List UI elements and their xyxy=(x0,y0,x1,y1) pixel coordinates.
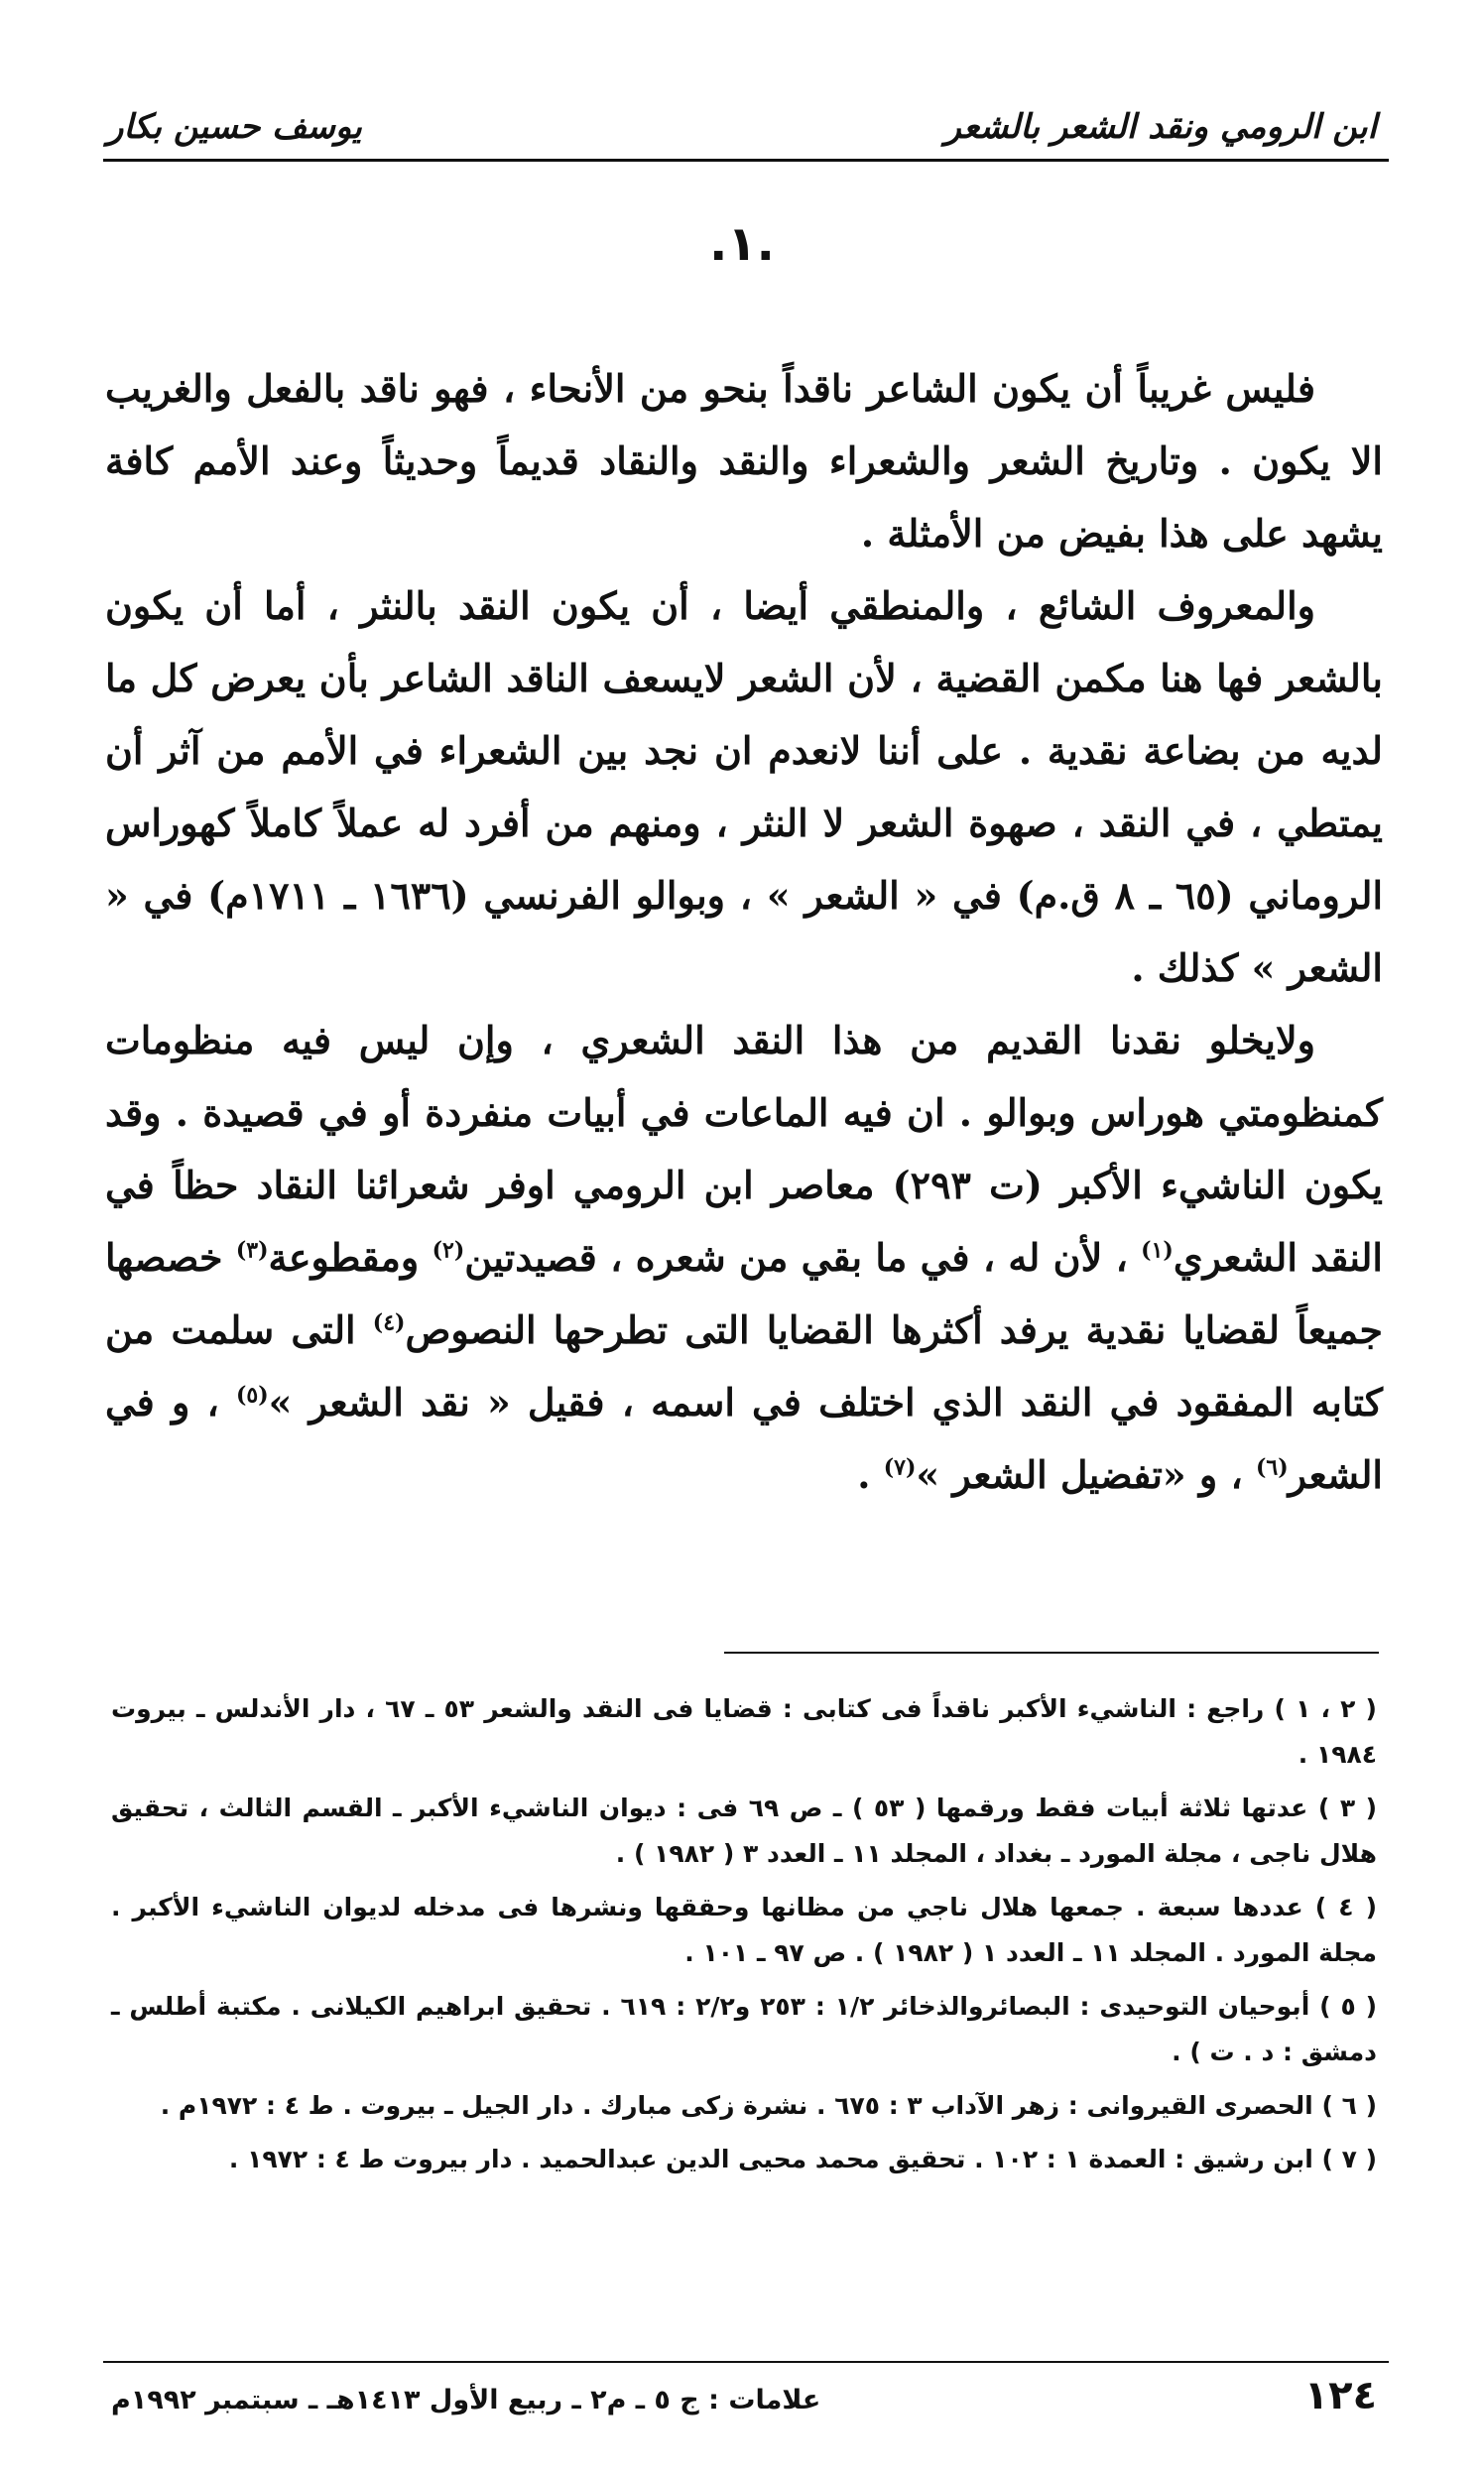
paragraph-2: والمعروف الشائع ، والمنطقي أيضا ، أن يكون النقد بالنثر ، أما أن يكون بالشعر فها هنا مكمن القضية ، لأن الشعر لايسعف الناقد الشاعر بأن يعرض كل ما لديه من بضاعة نقدية . على أننا لانعدم ان نجد بين الشعراء في الأمم من آثر أن يمتطي ، في النقد ، صهوة الشعر لا النثر ، ومنهم من أفرد له عملاً كاملاً كهوراس الروماني (٦٥ ـ ٨ ق.م) في « الشعر » ، وبوالو الفرنسي (١٦٣٦ ـ ١٧١١م) في « الشعر » كذلك . xyxy=(105,583,1384,990)
footnote-3: ( ٣ ) عدتها ثلاثة أبيات فقط ورقمها ( ٥٣ ) ـ ص ٦٩ فى : ديوان الناشيء الأكبر ـ القسم الثالث ، تحقيق هلال ناجى ، مجلة المورد ـ بغداد ، المجلد ١١ ـ العدد ٣ ( ١٩٨٢ ) . xyxy=(111,1794,1378,1868)
running-header xyxy=(107,87,1377,147)
paragraph-1: فليس غريباً أن يكون الشاعر ناقداً بنحو من الأنحاء ، فهو ناقد بالفعل والغريب الا يكون . وتاريخ الشعر والشعراء والنقد والنقاد قديماً وحديثاً وعند الأمم كافة يشهد على هذا بفيض من الأمثلة . xyxy=(105,366,1383,556)
paragraph-3-text: خصصها جميعاً لقضايا نقدية يرفد أكثرها القضايا التى تطرحها النصوص xyxy=(105,1235,1384,1352)
author-name: يوسف حسين بكار xyxy=(107,107,362,147)
footnote-6: ( ٦ ) الحصرى القيروانى : زهر الآداب ٣ : ٦٧٥ . نشرة زكى مبارك . دار الجيل ـ بيروت . ط ٤ : ١٩٧٢م . xyxy=(160,2091,1377,2120)
journal-info: علامات : ج ٥ ـ م٢ ـ ربيع الأول ١٤١٣هـ ـ سبتمبر ١٩٩٢م xyxy=(111,2385,821,2415)
footnote-7: ( ٧ ) ابن رشيق : العمدة ١ : ١٠٢ . تحقيق محمد محيى الدين عبدالحميد . دار بيروت ط ٤ : ١٩٧٢ . xyxy=(228,2145,1377,2173)
paragraph-3-text: . xyxy=(857,1452,884,1497)
footnote-separator xyxy=(724,1652,1379,1654)
footnote-5: ( ٥ ) أبوحيان التوحيدى : البصائروالذخائر ١/٢ : ٢٥٣ و٢/٢ : ٦١٩ . تحقيق ابراهيم الكيلانى . مكتبة أطلس ـ دمشق : د . ت ) . xyxy=(111,1992,1378,2066)
footnote-ref-6[interactable]: (٦) xyxy=(1255,1454,1289,1481)
paragraph-3 xyxy=(105,1004,1383,1511)
paragraph-3-text: ، و «تفضيل الشعر » xyxy=(916,1452,1256,1497)
footnote-ref-1[interactable]: (١) xyxy=(1141,1237,1174,1264)
paragraph-3-text: ، و في الشعر xyxy=(105,1380,1383,1497)
paragraph-3-text: ومقطوعة xyxy=(268,1235,433,1280)
paragraph-3-text: ولايخلو نقدنا القديم من هذا النقد الشعري ، وإن ليس فيه منظومات كمنظومتي هوراس وبوالو . ان فيه الماعات في أبيات منفردة أو في قصيدة . وقد يكون الناشيء الأكبر (ت ٢٩٣) معاصر ابن الرومي اوفر شعرائنا النقاد حظاً في النقد الشعري xyxy=(105,1018,1383,1280)
footnote-1-2: ( ٢ ، ١ ) راجع : الناشيء الأكبر ناقداً فى كتابى : قضايا فى النقد والشعر ٥٣ ـ ٦٧ ، دار الأندلس ـ بيروت ١٩٨٤ . xyxy=(111,1694,1377,1769)
header-rule xyxy=(103,159,1389,162)
footnote-ref-5[interactable]: (٥) xyxy=(235,1382,269,1409)
footnote-ref-7[interactable]: (٧) xyxy=(883,1454,917,1481)
body-text xyxy=(105,352,1383,1511)
footnote-4: ( ٤ ) عددها سبعة . جمعها هلال ناجي من مظانها وحققها ونشرها فى مدخله لديوان الناشيء الأكبر . مجلة المورد . المجلد ١١ ـ العدد ١ ( ١٩٨٢ ) . ص ٩٧ ـ ١٠١ . xyxy=(111,1893,1377,1967)
footnote-ref-3[interactable]: (٣) xyxy=(235,1237,269,1264)
footnote-ref-2[interactable]: (٢) xyxy=(432,1237,465,1264)
footnote-ref-4[interactable]: (٤) xyxy=(372,1309,406,1336)
footer-rule xyxy=(103,2361,1389,2363)
book-title: ابن الرومي ونقد الشعر بالشعر xyxy=(944,107,1377,147)
paragraph-3-text: ، لأن له ، في ما بقي من شعره ، قصيدتين xyxy=(464,1235,1142,1280)
footnotes xyxy=(111,1686,1377,2190)
paragraph-3-text: التى سلمت من كتابه المفقود في النقد الذي اختلف في اسمه ، فقيل « نقد الشعر » xyxy=(105,1307,1383,1424)
footer xyxy=(111,2373,1377,2418)
section-number: .١. xyxy=(709,216,775,272)
page-number: ١٢٤ xyxy=(1303,2373,1377,2418)
